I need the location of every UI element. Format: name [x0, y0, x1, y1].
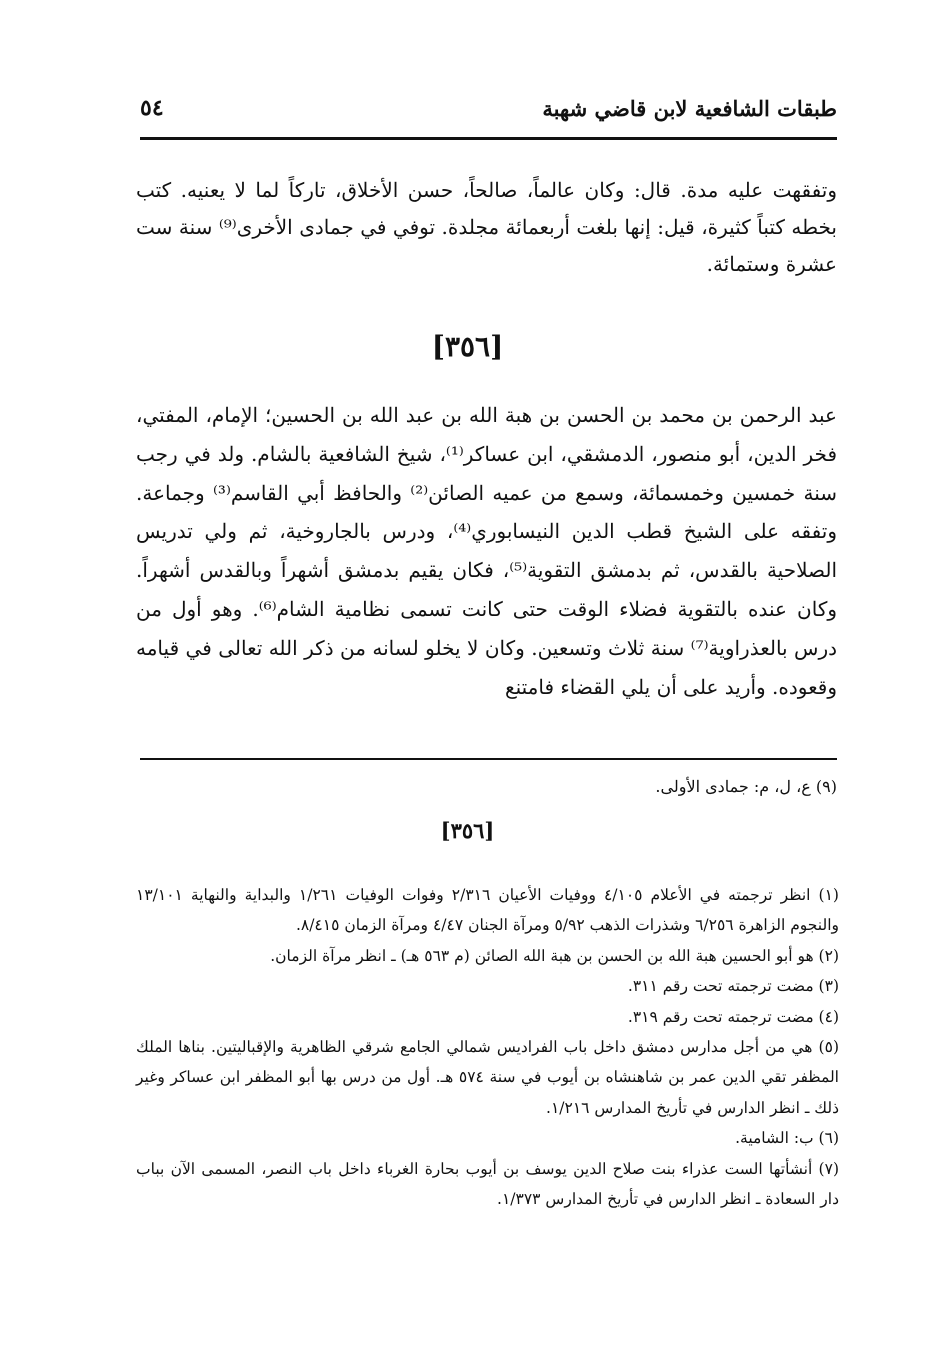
biography-text: عبد الرحمن بن محمد بن الحسن بن هبة الله بن عبد الله بن الحسين؛ الإمام، المفتي، فخر الدين، أبو منصور، الدمشقي، ابن عساكر⁽¹⁾، شيخ الشافعية بالشام. ولد في رجب سنة خمسين وخمسمائة، وسمع من عميه الصائن⁽²⁾ والحافظ أبي القاسم⁽³⁾ وجماعة. وتفقه على الشيخ قطب الدين النيسابوري⁽⁴⁾، ودرس بالجاروخية، ثم ولي تدريس الصلاحية بالقدس، ثم بدمشق التقوية⁽⁵⁾، فكان يقيم بدمشق أشهراً وبالقدس أشهراً. وكان عنده بالتقوية فضلاء الوقت حتى كانت تسمى نظامية الشام⁽⁶⁾. وهو أول من درس بالعذراوية⁽⁷⁾ سنة ثلاث وتسعين. وكان لا يخلو لسانه من ذكر الله تعالى في قيامه وقعوده. وأريد على أن يلي القضاء فامتنع: [136, 403, 838, 699]
biography-paragraph: [136, 396, 837, 706]
continued-paragraph: [136, 172, 837, 283]
page-number: ٥٤: [140, 95, 164, 121]
footnote-3: (٣) مضت ترجمته تحت رقم ٣١١.: [627, 977, 839, 996]
footnote-2: (٢) هو أبو الحسين هبة الله بن الحسن بن هبة الله الصائن (م ٥٦٣ هـ) ـ انظر مرآة الزمان.: [270, 946, 839, 965]
footnote-4: (٤) مضت ترجمته تحت رقم ٣١٩.: [627, 1007, 839, 1026]
footnote-7: (٧) أنشأتها الست عذراء بنت صلاح الدين يوسف بن أيوب بحارة الغرباء داخل باب النصر، المسمى الآن بباب دار السعادة ـ انظر الدارس في تأريخ المدارس ١/٣٧٣.: [136, 1159, 839, 1209]
page-header: [140, 88, 837, 128]
entry-number-heading: [٣٥٦]: [431, 330, 504, 363]
continued-text: وتفقهت عليه مدة. قال: وكان عالماً، صالحاً، حسن الأخلاق، تاركاً لما لا يعنيه. كتب بخطه كتباً كثيرة، قيل: إنها بلغت أربعمائة مجلدة. توفي في جمادى الأخرى⁽⁹⁾ سنة ست عشرة وستمائة.: [136, 178, 837, 276]
footnote-1: (١) انظر ترجمته في الأعلام ٤/١٠٥ ووفيات الأعيان ٢/٣١٦ وفوات الوفيات ١/٢٦١ والبداية والنهاية ١٣/١٠١ والنجوم الزاهرة ٦/٢٥٦ وشذرات الذهب ٥/٩٢ ومرآة الجنان ٤/٤٧ ومرآة الزمان ٨/٤١٥.: [136, 886, 839, 935]
footnotes-list: [136, 880, 839, 1214]
footnote-6: (٦) ب: الشامية.: [735, 1129, 839, 1148]
header-rule: [140, 137, 837, 140]
footnote-separator: [140, 758, 837, 760]
footnote-5: (٥) هي من أجل مدارس دمشق داخل باب الفراديس شمالي الجامع شرقي الظاهرية والإقباليتين. بناها الملك المظفر تقي الدين عمر بن شاهنشاه بن أيوب في سنة ٥٧٤ هـ. أول من درس بها أبو المظفر ابن عساكر وغير ذلك ـ انظر الدارس في تأريخ المدارس ١/٢١٦.: [136, 1038, 839, 1117]
footnotes-entry-heading: [٣٥٦]: [440, 818, 495, 843]
running-title: طبقات الشافعية لابن قاضي شهبة: [542, 95, 837, 121]
footnote-previous-entry: (٩) ع، ل، م: جمادى الأولى.: [655, 777, 837, 796]
